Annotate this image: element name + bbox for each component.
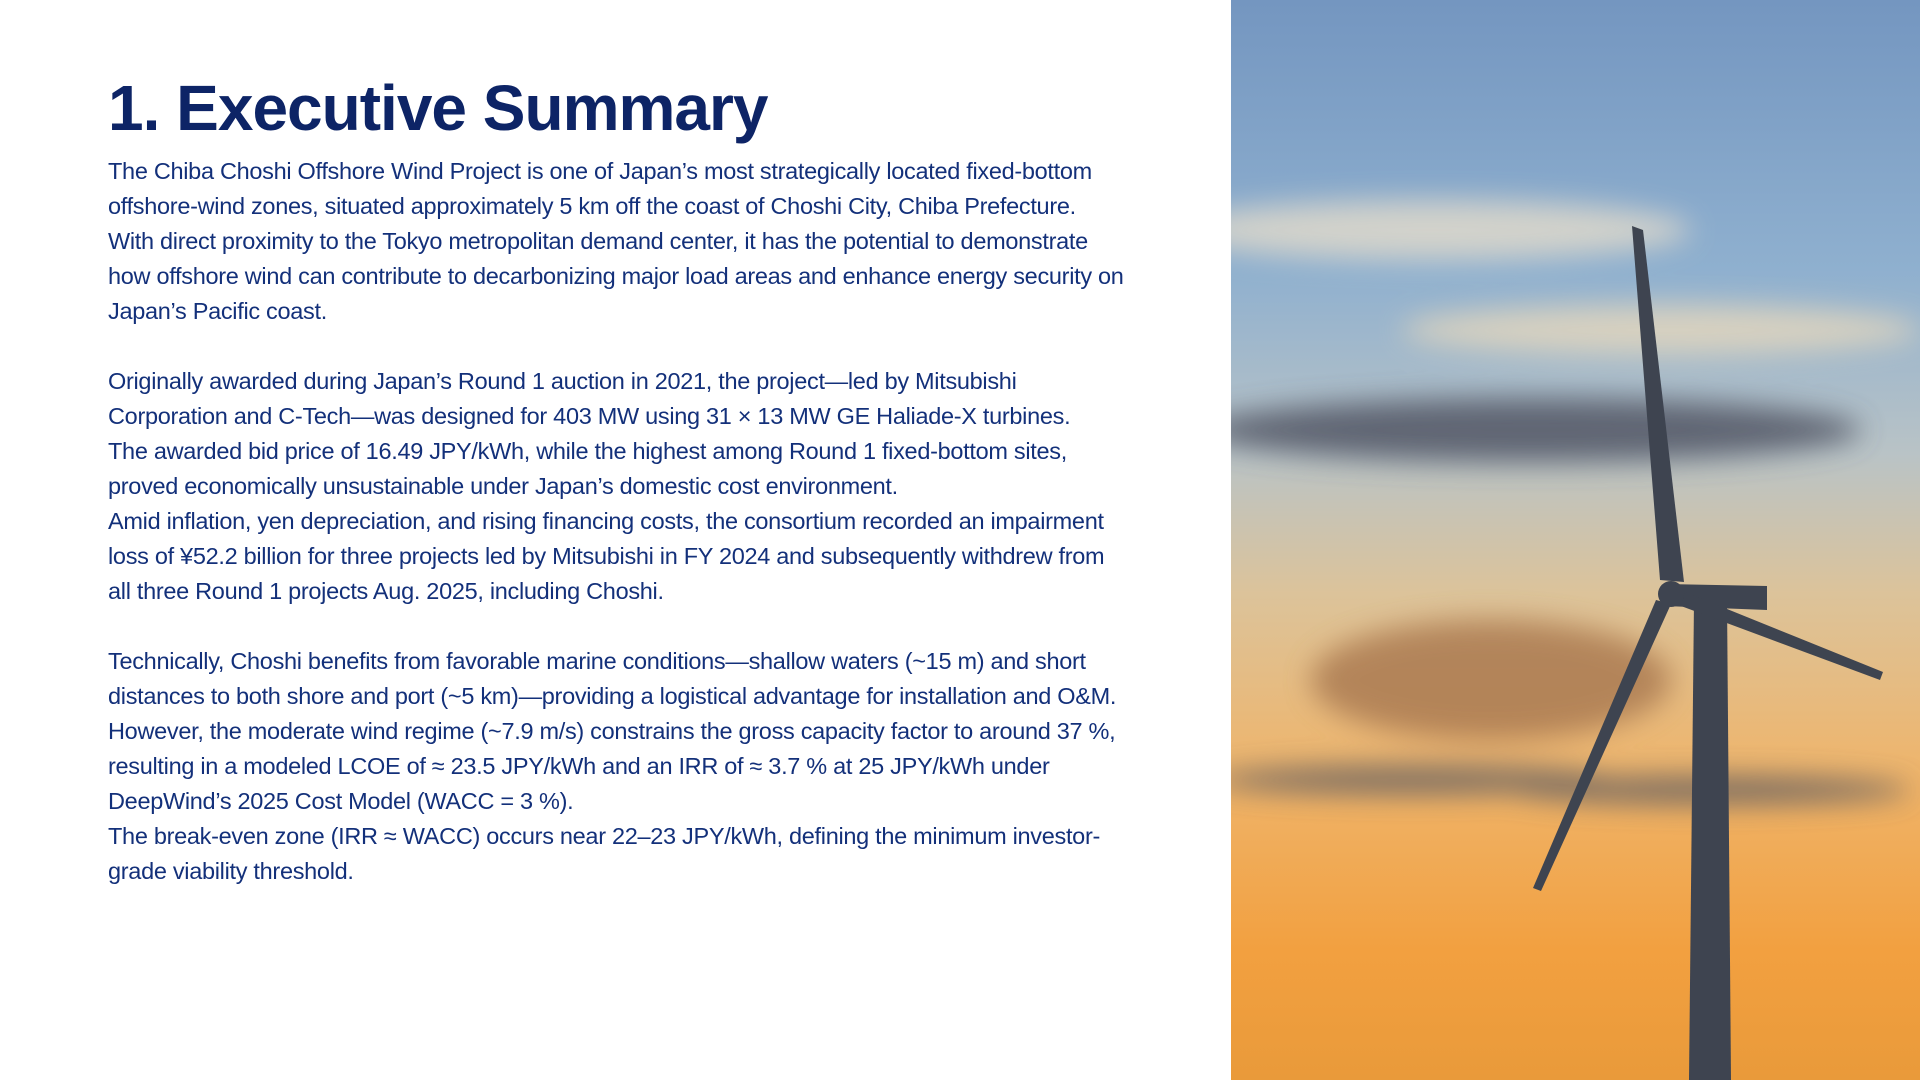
body-text: The Chiba Choshi Offshore Wind Project is one of Japan’s most strategically located fixed-bottom offshore-wind zones, situated approximately 5 km off the coast of Choshi City, Chiba Prefecture. bbox=[108, 158, 1092, 219]
body-text: Originally awarded during Japan’s Round 1 auction in 2021, the project—led by Mitsubishi Corporation and C-Tech—was designed for 403 MW using 31 × 13 MW GE Haliade-X turbines. bbox=[108, 368, 1071, 429]
executive-summary-section bbox=[108, 66, 1128, 924]
body-text: With direct proximity to the Tokyo metropolitan demand center, it has the potential to demonstrate how offshore wind can contribute to decarbonizing major load areas and enhance energy security on Japan’s Pacific coast. bbox=[108, 228, 1124, 324]
body-text: The awarded bid price of 16.49 JPY/kWh, while the highest among Round 1 fixed-bottom sites, proved economically unsustainable under Japan’s domestic cost environment. bbox=[108, 438, 1067, 499]
wind-turbine-photo bbox=[1231, 0, 1920, 1080]
paragraph-overview bbox=[108, 154, 1128, 329]
paragraph-history bbox=[108, 364, 1128, 609]
page-title: 1. Executive Summary bbox=[108, 72, 768, 144]
body-text: The break-even zone (IRR ≈ WACC) occurs near 22–23 JPY/kWh, defining the minimum investor-grade viability threshold. bbox=[108, 823, 1101, 884]
body-text: Technically, Choshi benefits from favorable marine conditions—shallow waters (~15 m) and short distances to both shore and port (~5 km)—providing a logistical advantage for installation and O&M. bbox=[108, 648, 1117, 709]
body-text: Amid inflation, yen depreciation, and rising financing costs, the consortium recorded an impairment loss of ¥52.2 billion for three projects led by Mitsubishi in FY 2024 and subsequently withdrew from all three Round 1 projects Aug. 2025, including Choshi. bbox=[108, 508, 1105, 604]
body-text: However, the moderate wind regime (~7.9 m/s) constrains the gross capacity factor to around 37 %, resulting in a modeled LCOE of ≈ 23.5 JPY/kWh and an IRR of ≈ 3.7 % at 25 JPY/kWh under DeepWind’s 2025 Cost Model (WACC = 3 %). bbox=[108, 718, 1116, 814]
paragraph-technical bbox=[108, 644, 1128, 889]
wind-turbine-sunset-image bbox=[1231, 0, 1920, 1080]
